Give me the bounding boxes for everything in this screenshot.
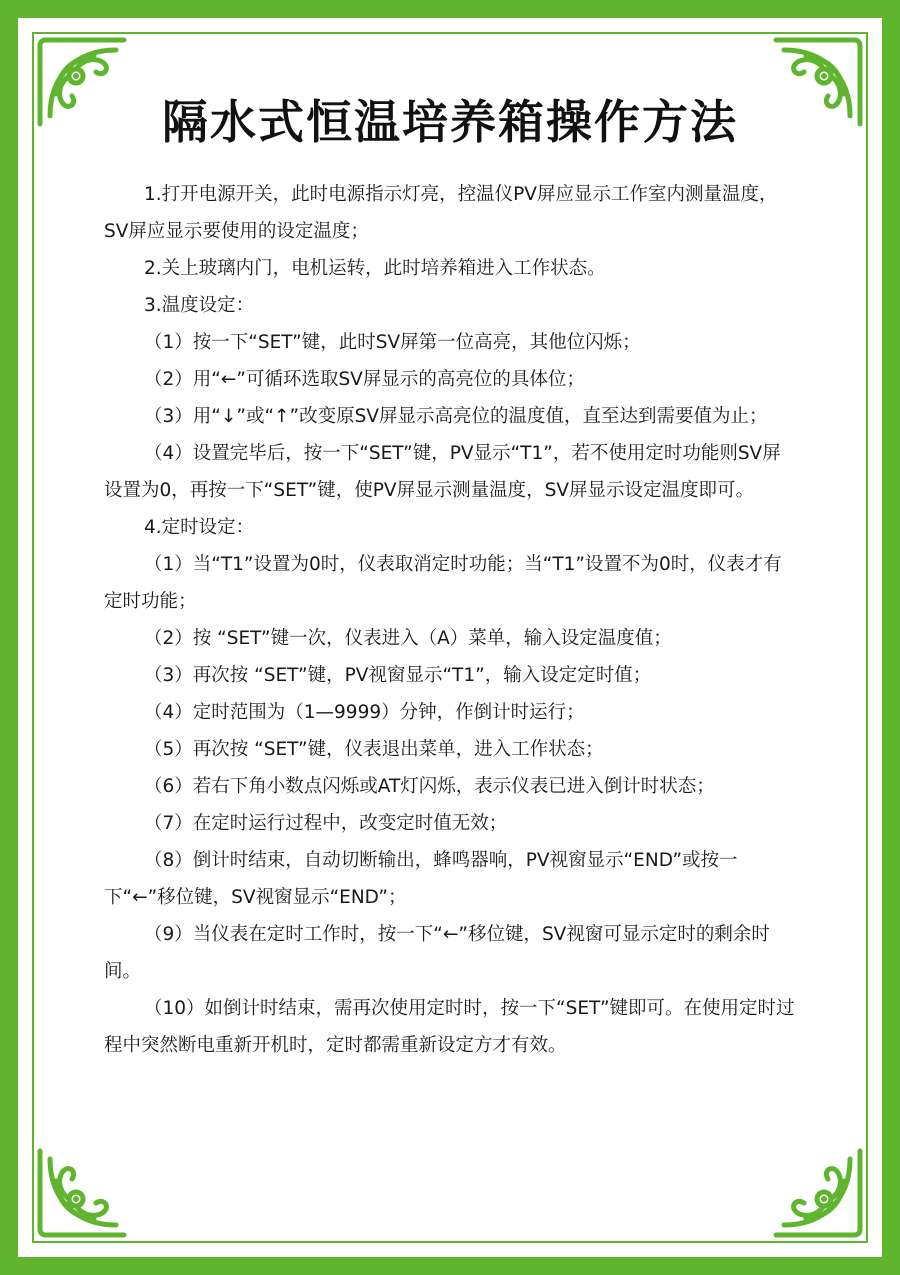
paragraph: （2）按 “SET”键一次，仪表进入（A）菜单，输入设定温度值； (144, 628, 672, 649)
paragraph: 1.打开电源开关，此时电源指示灯亮，控温仪PV屏应显示工作室内测量温度，SV屏应显示要使用的设定温度； (104, 184, 778, 242)
paragraph: （3）用“↓”或“↑”改变原SV屏显示高亮位的温度值，直至达到需要值为止； (144, 406, 768, 427)
paragraph: （7）在定时运行过程中，改变定时值无效； (144, 813, 508, 834)
paragraph: （2）用“←”可循环选取SV屏显示的高亮位的具体位； (144, 369, 585, 390)
paragraph: （4）设置完毕后，按一下“SET”键，PV显示“T1”，若不使用定时功能则SV屏设置为0，再按一下“SET”键，使PV屏显示测量温度，SV屏显示设定温度即可。 (104, 443, 781, 501)
paragraph: （5）再次按 “SET”键，仪表退出菜单，进入工作状态； (144, 739, 604, 760)
paragraph: 3.温度设定： (144, 295, 255, 316)
paragraph: （3）再次按 “SET”键，PV视窗显示“T1”，输入设定定时值； (144, 665, 652, 686)
paragraph: （9）当仪表在定时工作时，按一下“←”移位键，SV视窗可显示定时的剩余时间。 (104, 924, 770, 982)
paragraph: 4.定时设定： (144, 517, 255, 538)
paragraph: （6）若右下角小数点闪烁或AT灯闪烁，表示仪表已进入倒计时状态； (144, 776, 715, 797)
page-title: 隔水式恒温培养箱操作方法 (162, 95, 738, 149)
paragraph: （4）定时范围为（1—9999）分钟，作倒计时运行； (144, 702, 585, 723)
corner-ornament-icon (772, 1147, 864, 1239)
paragraph: （1）当“T1”设置为0时，仪表取消定时功能；当“T1”设置不为0时，仪表才有定时功能； (104, 554, 782, 612)
paragraph: （1）按一下“SET”键，此时SV屏第一位高亮，其他位闪烁； (144, 332, 641, 353)
paragraph: （8）倒计时结束，自动切断输出，蜂鸣器响，PV视窗显示“END”或按一下“←”移位键，SV视窗显示“END”； (104, 850, 738, 908)
instructions-body (104, 176, 796, 1064)
paragraph: 2.关上玻璃内门，电机运转，此时培养箱进入工作状态。 (144, 258, 606, 279)
corner-ornament-icon (36, 1147, 128, 1239)
paragraph: （10）如倒计时结束，需再次使用定时时，按一下“SET”键即可。在使用定时过程中突然断电重新开机时，定时都需重新设定方才有效。 (104, 998, 795, 1056)
